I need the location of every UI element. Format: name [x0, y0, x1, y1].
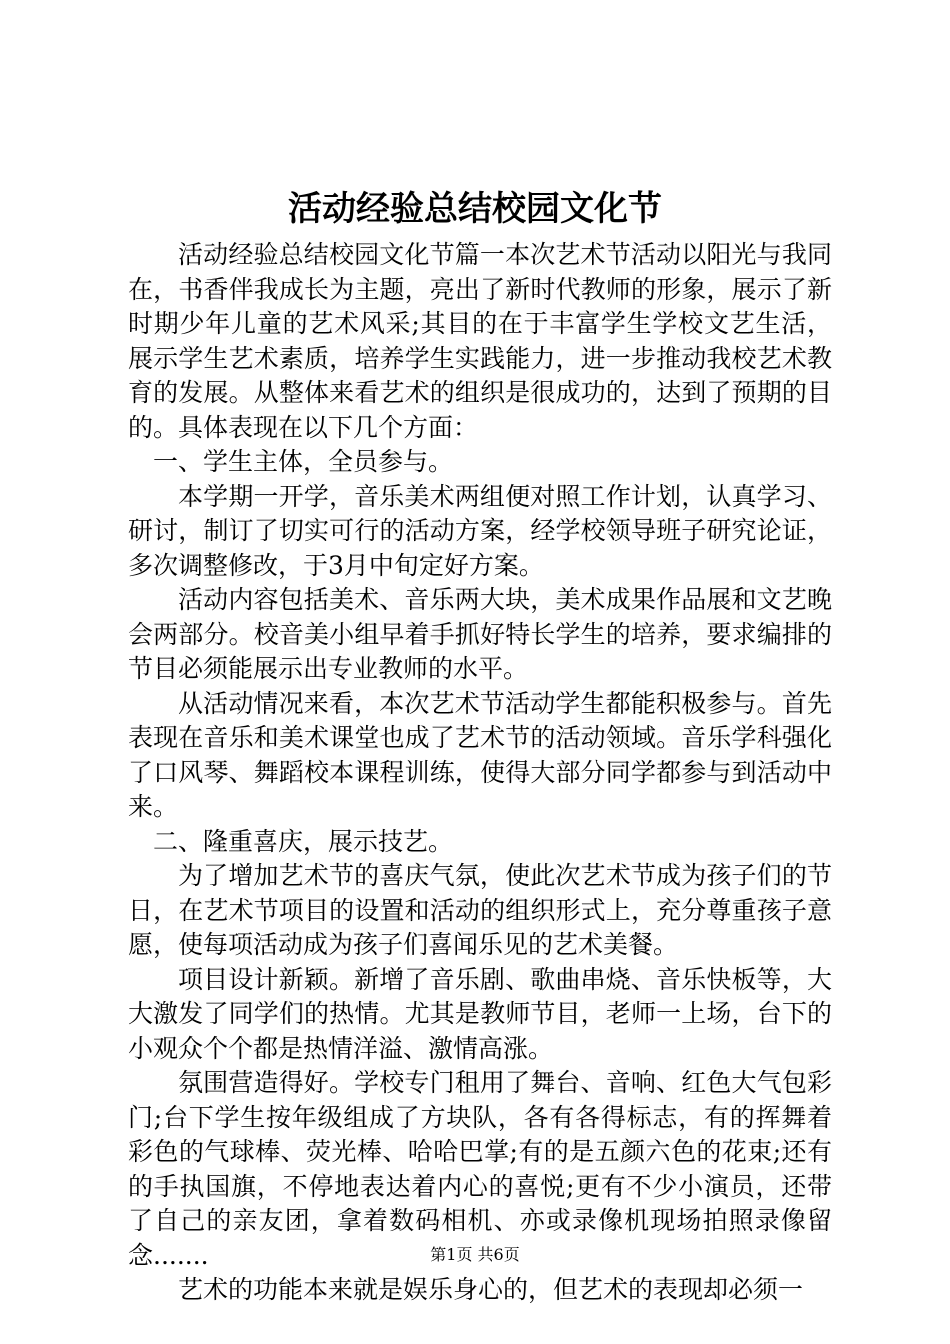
- paragraph-atmosphere: 氛围营造得好。学校专门租用了舞台、音响、红色大气包彩门;台下学生按年级组成了方块队，各有各得标志，有的挥舞着彩色的气球棒、荧光棒、哈哈巴掌;有的是五颜六色的花束;还有的手执国旗，不停地表达着内心的喜悦;更有不少小演员，还带了自己的亲友团，拿着数码相机、亦或录像机现场拍照录像留念.......: [128, 1068, 832, 1270]
- paragraph-content: 活动内容包括美术、音乐两大块，美术成果作品展和文艺晚会两部分。校音美小组早着手抓好特长学生的培养，要求编排的节目必须能展示出专业教师的水平。: [128, 585, 832, 683]
- paragraph-festive: 为了增加艺术节的喜庆气氛，使此次艺术节成为孩子们的节日，在艺术节项目的设置和活动的组织形式上，充分尊重孩子意愿，使每项活动成为孩子们喜闻乐见的艺术美餐。: [128, 861, 832, 959]
- page-footer: 第1页 共6页: [430, 1245, 520, 1264]
- section-heading-1: 一、学生主体，全员参与。: [153, 447, 454, 476]
- document-title: 活动经验总结校园文化节: [288, 189, 662, 229]
- paragraph-intro: 活动经验总结校园文化节篇一本次艺术节活动以阳光与我同在，书香伴我成长为主题，亮出了新时代教师的形象，展示了新时期少年儿童的艺术风采;其目的在于丰富学生学校文艺生活，展示学生艺术素质，培养学生实践能力，进一步推动我校艺术教育的发展。从整体来看艺术的组织是很成功的，达到了预期的目的。具体表现在以下几个方面：: [128, 240, 832, 442]
- document-body: [128, 238, 832, 1308]
- paragraph-plan: 本学期一开学，音乐美术两组便对照工作计划，认真学习、研讨，制订了切实可行的活动方案，经学校领导班子研究论证，多次调整修改，于3月中旬定好方案。: [128, 481, 832, 580]
- paragraph-design: 项目设计新颖。新增了音乐剧、歌曲串烧、音乐快板等，大大激发了同学们的热情。尤其是教师节目，老师一上场，台下的小观众个个都是热情洋溢、激情高涨。: [128, 964, 832, 1063]
- paragraph-participation: 从活动情况来看，本次艺术节活动学生都能积极参与。首先表现在音乐和美术课堂也成了艺术节的活动领域。音乐学科强化了口风琴、舞蹈校本课程训练，使得大部分同学都参与到活动中来。: [128, 688, 832, 821]
- paragraph-function: 艺术的功能本来就是娱乐身心的，但艺术的表现却必须一: [178, 1275, 804, 1304]
- section-heading-2: 二、隆重喜庆，展示技艺。: [153, 826, 454, 856]
